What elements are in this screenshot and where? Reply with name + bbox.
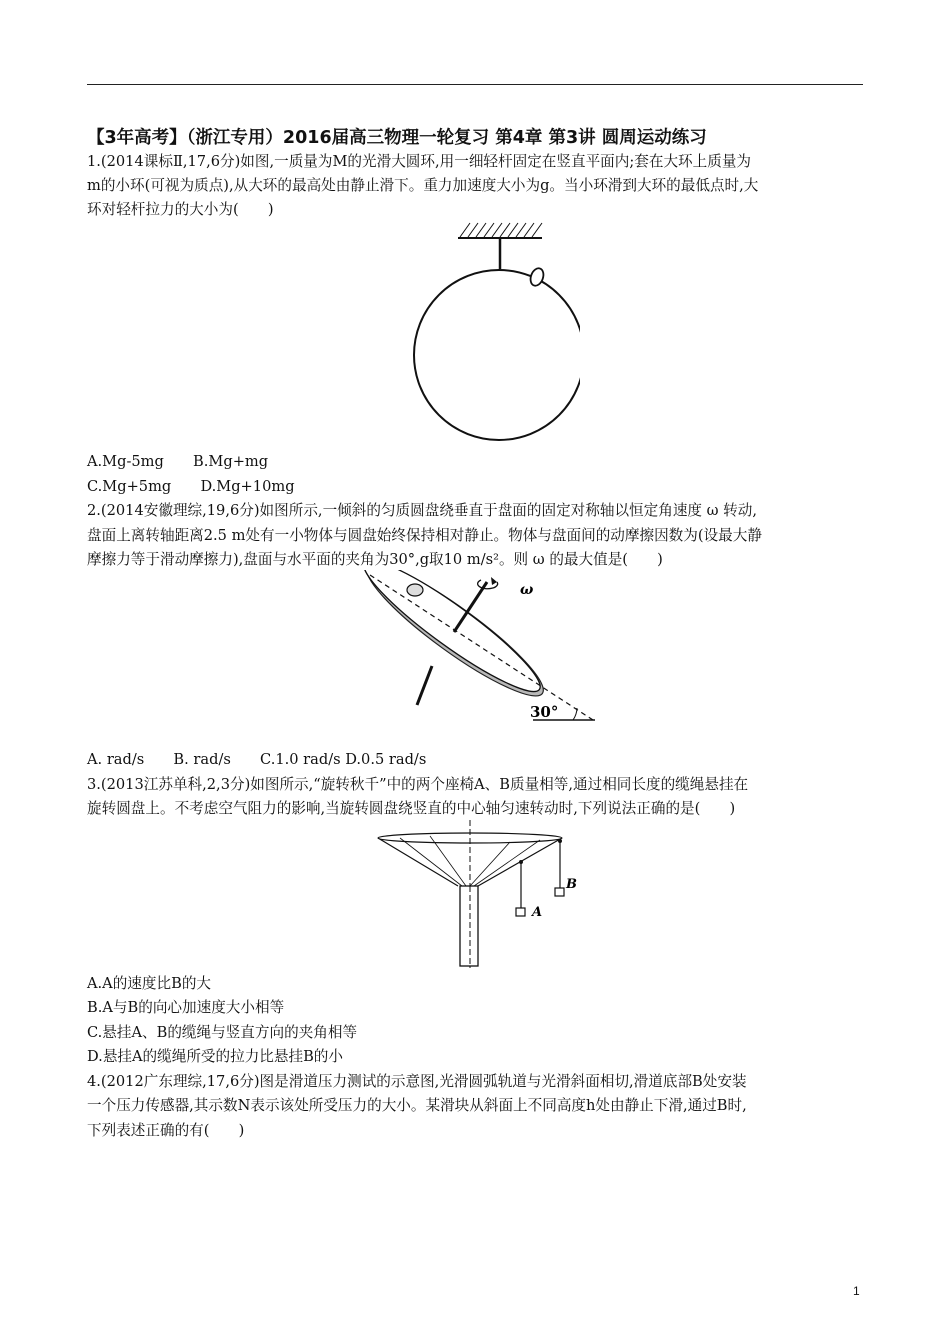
large-ring — [414, 270, 580, 440]
q3-line-2: 旋转圆盘上。不考虑空气阻力的影响,当旋转圆盘绕竖直的中心轴匀速转动时,下列说法正确的是( ) — [87, 800, 736, 817]
q3-line-1: 3.(2013江苏单科,2,3分)如图所示,“旋转秋千”中的两个座椅A、B质量相等,通过相同长度的缆绳悬挂在 — [87, 776, 749, 793]
label-b: B — [566, 877, 577, 892]
axle-lower — [417, 666, 432, 705]
document-title: 【3年高考】（浙江专用）2016届高三物理一轮复习 第4章 第3讲 圆周运动练习 — [87, 128, 707, 148]
seat-a — [516, 908, 525, 916]
q3-swing-figure — [370, 818, 590, 970]
q4-line-1: 4.(2012广东理综,17,6分)图是滑道压力测试的示意图,光滑圆弧轨道与光滑斜面相切,滑道底部B处安装 — [87, 1073, 747, 1090]
q1-line-2: m的小环(可视为质点),从大环的最高处由静止滑下。重力加速度大小为g。当小环滑到大环的最低点时,大 — [87, 177, 759, 194]
q1-line-3: 环对轻杆拉力的大小为( ) — [87, 201, 274, 218]
q2-disk-figure — [355, 570, 605, 730]
q4-line-2: 一个压力传感器,其示数N表示该处所受压力的大小。某滑块从斜面上不同高度h处由静止下滑,通过B时, — [87, 1097, 747, 1114]
q1-options-line-1: A.Mg-5mg B.Mg+mg — [87, 453, 269, 470]
q4-line-3: 下列表述正确的有( ) — [87, 1122, 245, 1139]
q3-option-c: C.悬挂A、B的缆绳与竖直方向的夹角相等 — [87, 1024, 358, 1041]
small-ring — [528, 266, 545, 287]
angle-label: 30° — [530, 703, 559, 721]
q2-line-1: 2.(2014安徽理综,19,6分)如图所示,一倾斜的匀质圆盘绕垂直于盘面的固定对称轴以恒定角速度 ω 转动, — [87, 502, 758, 519]
seat-b — [555, 888, 564, 896]
page-number: 1 — [853, 1284, 860, 1298]
q3-option-b: B.A与B的向心加速度大小相等 — [87, 999, 285, 1016]
angle-arc — [573, 708, 577, 720]
q2-line-3: 摩擦力等于滑动摩擦力),盘面与水平面的夹角为30°,g取10 m/s²。则 ω 的最大值是( ) — [87, 551, 663, 568]
q3-option-d: D.悬挂A的缆绳所受的拉力比悬挂B的小 — [87, 1048, 343, 1065]
q1-ring-figure — [400, 218, 580, 446]
header-rule — [87, 84, 863, 85]
q1-options-line-2: C.Mg+5mg D.Mg+10mg — [87, 478, 295, 495]
q3-option-a: A.A的速度比B的大 — [87, 975, 212, 992]
q1-line-1: 1.(2014课标Ⅱ,17,6分)如图,一质量为M的光滑大圆环,用一细轻杆固定在竖直平面内;套在大环上质量为 — [87, 153, 752, 170]
label-a: A — [532, 905, 543, 920]
ceiling-mount — [458, 223, 542, 238]
central-pillar — [460, 886, 478, 966]
rotation-arrowhead-icon — [491, 577, 497, 585]
q2-line-2: 盘面上离转轴距离2.5 m处有一小物体与圆盘始终保持相对静止。物体与盘面间的动摩擦因数为(设最大静 — [87, 527, 762, 544]
omega-label: ω — [520, 582, 534, 598]
small-object — [407, 584, 423, 596]
q2-options: A. rad/s B. rad/s C.1.0 rad/s D.0.5 rad/s — [87, 751, 427, 768]
